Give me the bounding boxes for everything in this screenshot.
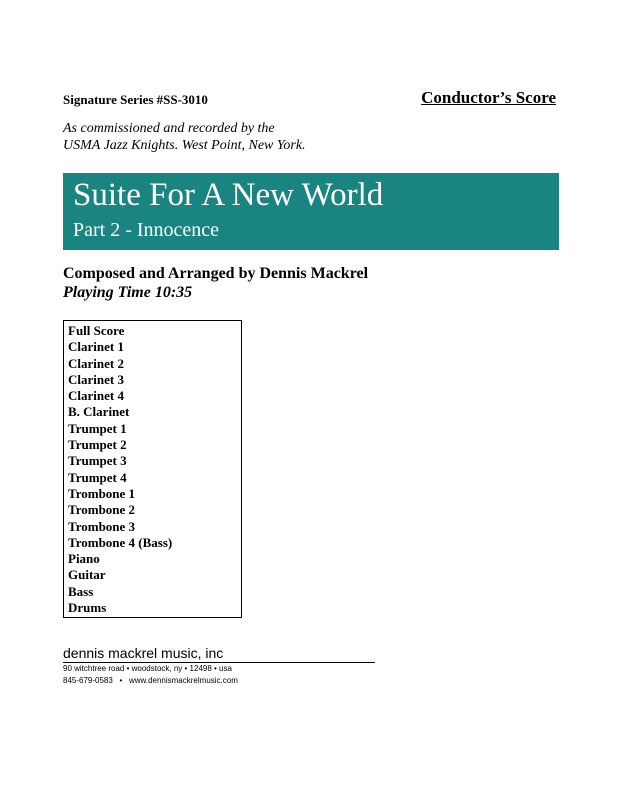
- commission-line-2: USMA Jazz Knights. West Point, New York.: [63, 138, 306, 153]
- part-item: Clarinet 2: [68, 355, 124, 371]
- part-item: Trombone 2: [68, 502, 136, 518]
- part-item: Trombone 1: [68, 485, 136, 501]
- parts-list: [63, 320, 242, 618]
- publisher-rule: [63, 662, 375, 663]
- part-item: Guitar: [68, 567, 106, 583]
- composer-credit: Composed and Arranged by Dennis Mackrel: [63, 265, 369, 282]
- part-item: Clarinet 3: [68, 371, 124, 387]
- part-item: Piano: [68, 551, 100, 567]
- part-item: Trumpet 4: [68, 469, 127, 485]
- part-item: Bass: [68, 583, 94, 599]
- part-item: Drums: [68, 600, 107, 616]
- title-banner: [63, 173, 559, 250]
- publisher-name: dennis mackrel music, inc: [63, 645, 224, 661]
- part-item: Trumpet 2: [68, 437, 127, 453]
- part-item: Clarinet 4: [68, 388, 124, 404]
- publisher-address: 90 witchtree road • woodstock, ny • 12498 • usa: [63, 664, 232, 673]
- piece-title: Suite For A New World: [73, 177, 384, 213]
- score-type-label: Conductor’s Score: [421, 88, 556, 107]
- part-item: Clarinet 1: [68, 339, 124, 355]
- publisher-contact: 845-679-0583 • www.dennismackrelmusic.com: [63, 676, 238, 685]
- playing-time: Playing Time 10:35: [63, 284, 193, 301]
- commission-note: [63, 120, 306, 154]
- part-item: Full Score: [68, 323, 125, 338]
- part-item: B. Clarinet: [68, 404, 130, 420]
- part-item: Trombone 4 (Bass): [68, 534, 173, 550]
- part-item: Trumpet 1: [68, 420, 127, 436]
- piece-subtitle: Part 2 - Innocence: [73, 219, 220, 241]
- part-item: Trumpet 3: [68, 453, 127, 469]
- commission-line-1: As commissioned and recorded by the: [63, 121, 275, 136]
- series-number: Signature Series #SS-3010: [63, 92, 208, 107]
- part-item: Trombone 3: [68, 518, 136, 534]
